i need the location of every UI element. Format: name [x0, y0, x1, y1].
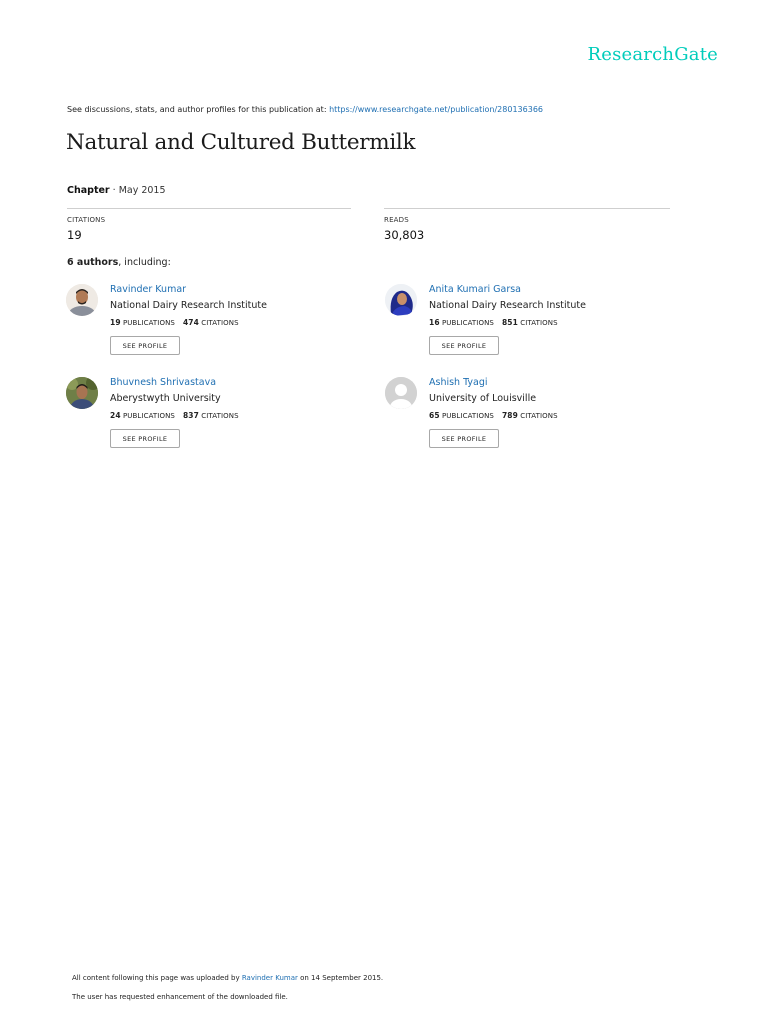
authors-heading [67, 257, 171, 268]
author-name-link[interactable]: Ravinder Kumar [110, 284, 187, 295]
citations-count: 837 [182, 411, 199, 420]
discussions-text: See discussions, stats, and author profiles for this publication at: [67, 105, 330, 114]
citations-label: CITATIONS [67, 216, 106, 224]
author-name-link[interactable]: Anita Kumari Garsa [429, 284, 522, 295]
upload-prefix: All content following this page was uploaded by [72, 974, 242, 982]
citations-count: 474 [182, 318, 199, 327]
author-stats [110, 318, 239, 327]
discussions-line [67, 105, 543, 114]
publication-title: Natural and Cultured Buttermilk [66, 130, 416, 155]
author-photo-icon [66, 377, 98, 409]
see-profile-button[interactable]: SEE PROFILE [110, 336, 180, 355]
see-profile-button[interactable]: SEE PROFILE [429, 429, 499, 448]
authors-count: 6 authors [67, 257, 119, 268]
author-stats [429, 318, 558, 327]
avatar[interactable] [385, 284, 417, 316]
publications-label: PUBLICATIONS [122, 412, 175, 420]
publications-count: 24 [110, 411, 121, 420]
author-photo-icon [66, 284, 98, 316]
author-stats [429, 411, 558, 420]
publication-date: May 2015 [118, 185, 166, 196]
reads-value: 30,803 [384, 228, 425, 242]
citations-divider [67, 208, 351, 209]
upload-note [72, 974, 383, 982]
reads-divider [384, 208, 670, 209]
citations-label: CITATIONS [201, 319, 239, 327]
author-card [66, 284, 366, 364]
publication-type: Chapter [67, 185, 110, 196]
reads-label: READS [384, 216, 409, 224]
author-institution: Aberystwyth University [110, 393, 221, 404]
see-profile-button[interactable]: SEE PROFILE [429, 336, 499, 355]
author-stats [110, 411, 239, 420]
researchgate-logo: ResearchGate [587, 44, 718, 65]
author-institution: National Dairy Research Institute [429, 300, 586, 311]
uploader-link[interactable]: Ravinder Kumar [241, 974, 298, 982]
author-institution: National Dairy Research Institute [110, 300, 267, 311]
publications-count: 19 [110, 318, 121, 327]
avatar[interactable] [385, 377, 417, 409]
avatar[interactable] [66, 284, 98, 316]
citations-value: 19 [67, 228, 82, 242]
citations-count: 789 [501, 411, 518, 420]
citations-count: 851 [501, 318, 518, 327]
citations-label: CITATIONS [520, 412, 558, 420]
author-institution: University of Louisville [429, 393, 537, 404]
publication-url-link[interactable]: https://www.researchgate.net/publication/280136366 [329, 105, 543, 114]
publications-count: 16 [429, 318, 440, 327]
author-name-link[interactable]: Ashish Tyagi [429, 377, 488, 388]
meta-separator: · [109, 185, 119, 196]
default-avatar-icon [385, 377, 417, 409]
author-card [385, 284, 685, 364]
author-photo-icon [385, 284, 417, 316]
publications-label: PUBLICATIONS [122, 319, 175, 327]
enhancement-note: The user has requested enhancement of the downloaded file. [72, 993, 288, 1001]
citations-label: CITATIONS [520, 319, 558, 327]
publication-meta [67, 185, 166, 196]
upload-suffix: on 14 September 2015. [297, 974, 384, 982]
author-card [66, 377, 366, 457]
publications-label: PUBLICATIONS [441, 412, 494, 420]
publications-count: 65 [429, 411, 440, 420]
publications-label: PUBLICATIONS [441, 319, 494, 327]
citations-label: CITATIONS [201, 412, 239, 420]
authors-suffix: , including: [118, 257, 171, 268]
see-profile-button[interactable]: SEE PROFILE [110, 429, 180, 448]
author-card [385, 377, 685, 457]
avatar[interactable] [66, 377, 98, 409]
author-name-link[interactable]: Bhuvnesh Shrivastava [110, 377, 217, 388]
